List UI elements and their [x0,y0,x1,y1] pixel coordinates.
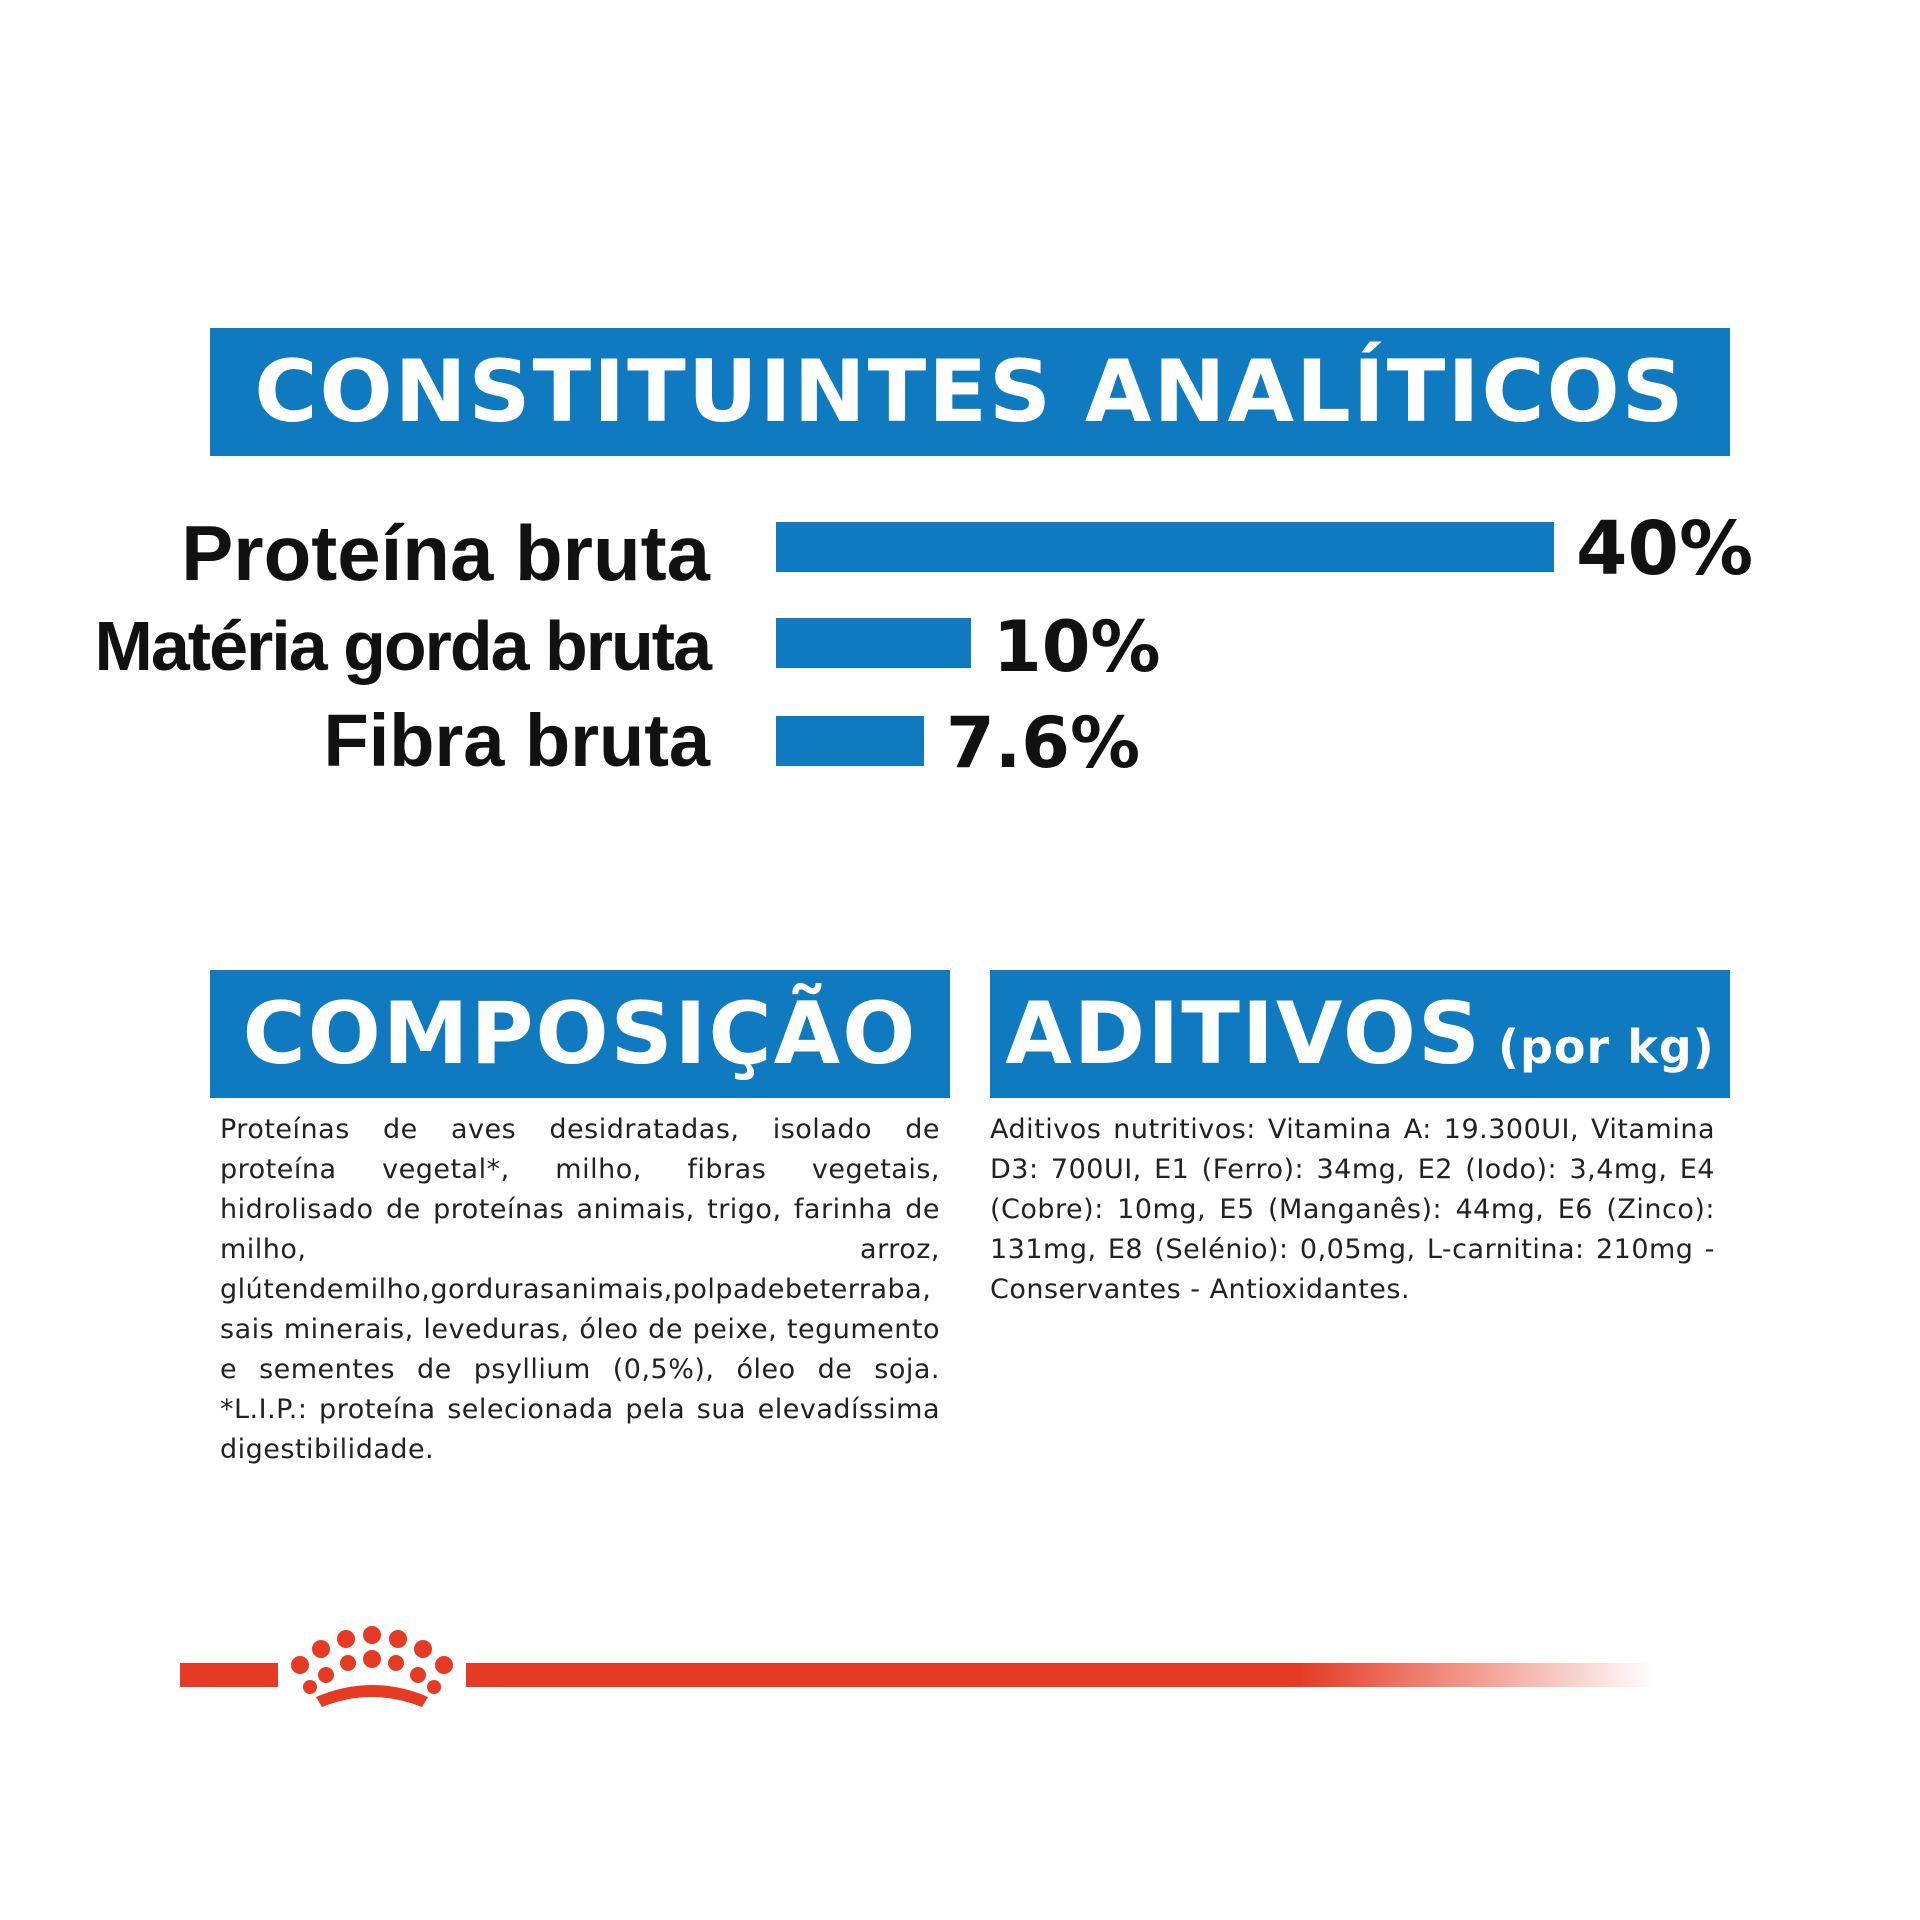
bar-fiber [776,716,924,766]
row-label-fat: Matéria gorda bruta [94,607,710,685]
bar-protein [776,522,1554,572]
royal-canin-crown-icon [286,1625,458,1715]
analytic-banner [210,328,1730,456]
additives-title: ADITIVOS [1005,984,1482,1084]
value-protein: 40% [1576,506,1754,592]
value-fiber: 7.6% [946,702,1141,784]
composition-title: COMPOSIÇÃO [242,984,918,1084]
row-label-protein: Proteína bruta [181,509,710,597]
additives-text: Aditivos nutritivos: Vitamina A: 19.300UI, Vitamina D3: 700UI, E1 (Ferro): 34mg, E2 (Iodo): 3,4mg, E4 (Cobre): 10mg, E5 (Manganês): 44mg, E6 (Zinco): 131mg, E8 (Selénio): 0,05mg, L-carnitina: 210mg - Conservantes - Antioxidantes. [990,1114,1715,1305]
analytic-title: CONSTITUINTES ANALÍTICOS [254,342,1686,442]
brand-line-right [466,1663,1656,1687]
additives-title-suffix: (por kg) [1497,1020,1715,1074]
value-fat: 10% [993,606,1161,688]
row-label-fiber: Fibra bruta [323,699,710,782]
composition-text: Proteínas de aves desidratadas, isolado de proteína vegetal*, milho, fibras vegetais, hidrolisado de proteínas animais, trigo, farinha de milho, arroz, glútendemilho,gordurasanimais,polpadebeterraba, sais minerais, leveduras, óleo de peixe, tegumento e sementes de psyllium (0,5%), óleo de soja. *L.I.P.: proteína selecionada pela sua elevadíssima digestibilidade. [220,1114,940,1465]
composition-banner [210,970,950,1098]
brand-line-left [180,1663,278,1687]
bar-fat [776,618,971,668]
additives-banner [990,970,1730,1098]
